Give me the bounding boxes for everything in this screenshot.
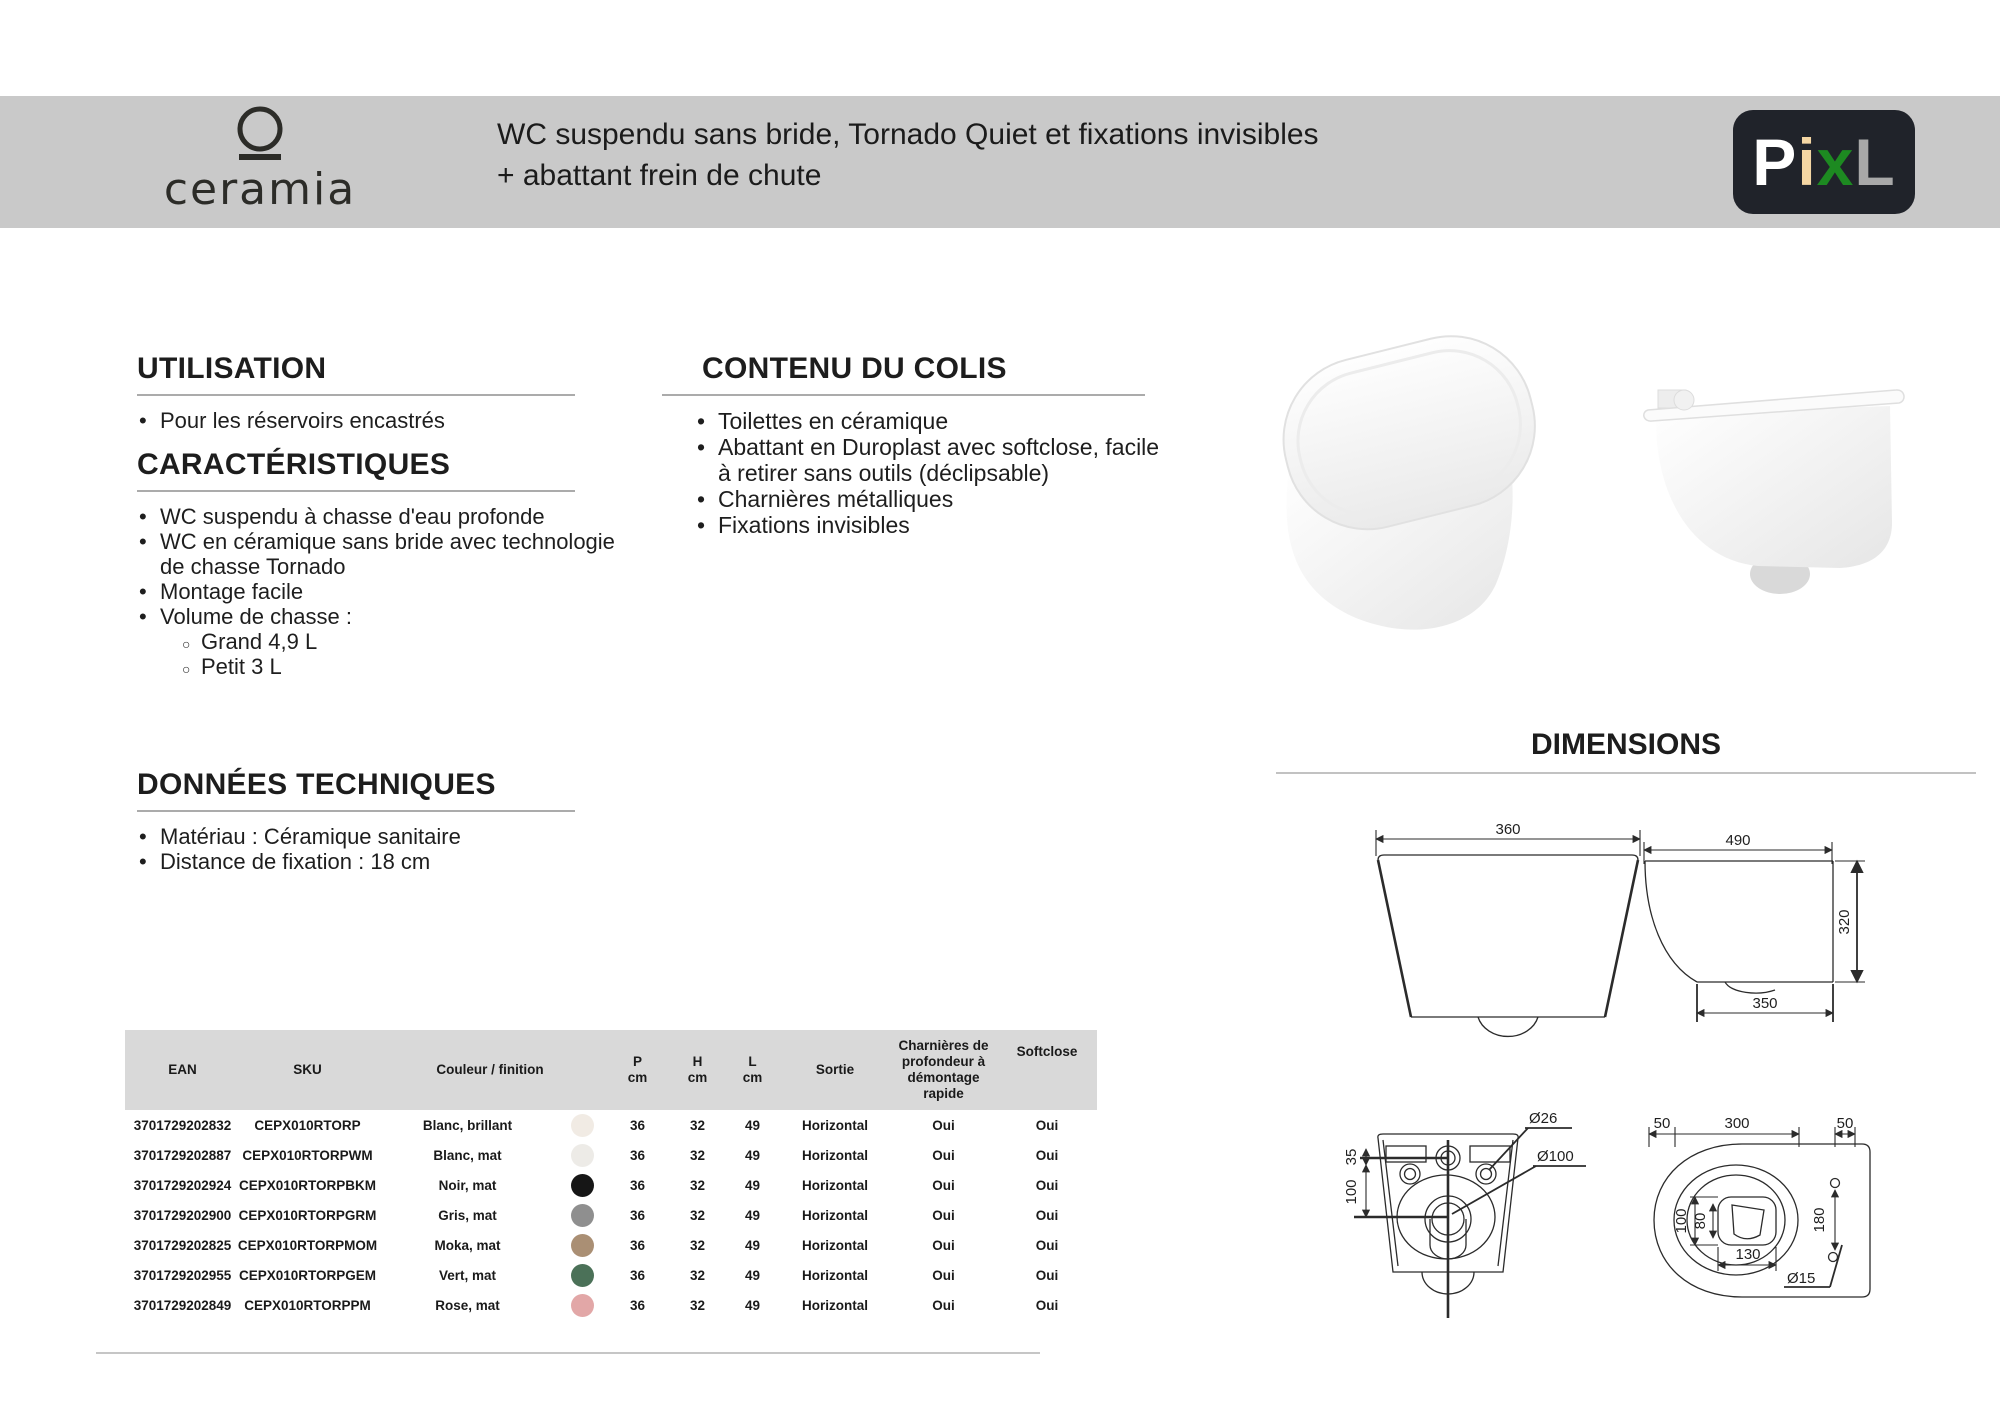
cell-sortie: Horizontal	[802, 1207, 868, 1223]
cell-p: 36	[629, 1237, 646, 1253]
product-photo-front	[1238, 292, 1618, 657]
dim-label: Ø26	[1529, 1110, 1558, 1127]
product-photo-side	[1628, 318, 1968, 633]
section-caracteristiques	[137, 448, 629, 679]
top-view-drawing-icon	[1632, 1087, 1950, 1349]
list-item: • Distance de fixation : 18 cm	[137, 849, 627, 874]
list-item: • WC suspendu à chasse d'eau profonde	[137, 504, 629, 529]
col-header-p-letter: P	[632, 1054, 642, 1069]
table-row	[125, 1200, 1097, 1230]
col-header-sortie: Sortie	[815, 1062, 855, 1077]
col-header-p	[605, 1030, 670, 1110]
color-swatch	[571, 1174, 594, 1197]
cell-color: Rose, mat	[435, 1297, 500, 1313]
footer-divider	[96, 1352, 1040, 1354]
cell-l: 49	[744, 1147, 761, 1163]
cell-softclose: Oui	[1035, 1147, 1059, 1163]
list-item: • Charnières métalliques	[695, 486, 1165, 512]
cell-softclose: Oui	[1035, 1117, 1059, 1133]
cell-p: 36	[629, 1147, 646, 1163]
cell-swatch	[560, 1200, 605, 1230]
cell-h: 32	[689, 1117, 706, 1133]
color-swatch	[571, 1294, 594, 1317]
color-swatch	[571, 1144, 594, 1167]
cell-sku: CEPX010RTORPPM	[244, 1297, 371, 1313]
cell-swatch	[560, 1230, 605, 1260]
cell-sku: CEPX010RTORPGRM	[238, 1207, 377, 1223]
col-header-ean: EAN	[168, 1062, 197, 1077]
dim-label: 50	[1653, 1115, 1671, 1132]
cell-p: 36	[629, 1297, 646, 1313]
col-header-l	[725, 1030, 780, 1110]
cell-ean: 3701729202900	[133, 1207, 232, 1223]
table-row	[125, 1110, 1097, 1140]
dim-label: 490	[1725, 832, 1751, 849]
section-title: CARACTÉRISTIQUES	[137, 448, 451, 481]
bullet-list	[695, 408, 1165, 538]
header-band	[0, 96, 2000, 228]
drawing-front-view	[1358, 818, 1658, 1058]
dim-label: 320	[1836, 909, 1853, 935]
dim-label: Ø15	[1787, 1270, 1816, 1287]
cell-sku: CEPX010RTORPMOM	[237, 1237, 378, 1253]
dim-label: 100	[1673, 1208, 1690, 1234]
section-rule	[137, 394, 575, 396]
dim-label: 35	[1343, 1148, 1360, 1166]
section-utilisation	[137, 352, 627, 433]
color-swatch	[571, 1234, 594, 1257]
color-swatch	[571, 1114, 594, 1137]
cell-sku: CEPX010RTORPWM	[242, 1147, 373, 1163]
cell-softclose: Oui	[1035, 1267, 1059, 1283]
cell-h: 32	[689, 1177, 706, 1193]
col-header-sku: SKU	[293, 1062, 322, 1077]
table-row	[125, 1260, 1097, 1290]
table-header-row	[125, 1030, 1097, 1110]
list-item: • Pour les réservoirs encastrés	[137, 408, 627, 433]
brand-name: ceramia	[163, 164, 357, 215]
list-subitem: ○ Petit 3 L	[137, 654, 629, 679]
section-title: DONNÉES TECHNIQUES	[137, 768, 496, 801]
dim-label: 50	[1836, 1115, 1854, 1132]
table-row	[125, 1230, 1097, 1260]
list-item: • Volume de chasse :	[137, 604, 629, 629]
cell-sortie: Horizontal	[802, 1117, 868, 1133]
cell-sku: CEPX010RTORP	[254, 1117, 361, 1133]
list-item: • Toilettes en céramique	[695, 408, 1165, 434]
pixl-logo	[1733, 110, 1915, 214]
cell-charnieres: Oui	[932, 1177, 955, 1193]
cell-ean: 3701729202955	[133, 1267, 232, 1283]
cell-l: 49	[744, 1237, 761, 1253]
table-row	[125, 1170, 1097, 1200]
toilet-side-photo-icon	[1628, 318, 1968, 628]
pixl-letter-l: L	[1854, 125, 1896, 199]
col-header-p-unit: cm	[627, 1070, 648, 1085]
cell-h: 32	[689, 1207, 706, 1223]
drawing-side-view	[1633, 812, 1978, 1069]
dim-label: 360	[1495, 821, 1521, 838]
list-item: • Fixations invisibles	[695, 512, 1165, 538]
cell-sortie: Horizontal	[802, 1237, 868, 1253]
list-item: • Matériau : Céramique sanitaire	[137, 824, 627, 849]
color-swatch	[571, 1264, 594, 1287]
cell-l: 49	[744, 1207, 761, 1223]
rear-view-drawing-icon	[1332, 1092, 1602, 1347]
section-title: DIMENSIONS	[1530, 728, 1722, 761]
cell-softclose: Oui	[1035, 1207, 1059, 1223]
list-item: • Abattant en Duroplast avec softclose, facile à retirer sans outils (déclipsable)	[695, 434, 1165, 486]
bullet-list	[137, 408, 627, 433]
cell-ean: 3701729202832	[133, 1117, 232, 1133]
cell-charnieres: Oui	[932, 1207, 955, 1223]
cell-color: Noir, mat	[438, 1177, 497, 1193]
cell-softclose: Oui	[1035, 1177, 1059, 1193]
cell-color: Moka, mat	[434, 1237, 501, 1253]
page-title	[497, 114, 1319, 196]
col-header-couleur: Couleur / finition	[436, 1062, 544, 1077]
cell-swatch	[560, 1290, 605, 1320]
front-view-drawing-icon	[1358, 818, 1658, 1053]
pixl-letter-i-char: i	[1797, 125, 1817, 199]
cell-p: 36	[629, 1177, 646, 1193]
cell-sku: CEPX010RTORPBKM	[238, 1177, 377, 1193]
col-header-h	[670, 1030, 725, 1110]
cell-p: 36	[629, 1267, 646, 1283]
cell-sortie: Horizontal	[802, 1177, 868, 1193]
cell-h: 32	[689, 1237, 706, 1253]
cell-h: 32	[689, 1297, 706, 1313]
cell-charnieres: Oui	[932, 1297, 955, 1313]
section-rule	[137, 810, 575, 812]
list-item: • WC en céramique sans bride avec technologie de chasse Tornado	[137, 529, 629, 579]
cell-color: Blanc, mat	[433, 1147, 502, 1163]
cell-sortie: Horizontal	[802, 1267, 868, 1283]
cell-l: 49	[744, 1177, 761, 1193]
cell-p: 36	[629, 1207, 646, 1223]
cell-charnieres: Oui	[932, 1147, 955, 1163]
cell-charnieres: Oui	[932, 1237, 955, 1253]
col-header-h-unit: cm	[687, 1070, 708, 1085]
cell-swatch	[560, 1170, 605, 1200]
cell-sortie: Horizontal	[802, 1297, 868, 1313]
section-title: UTILISATION	[137, 352, 327, 385]
toilet-front-photo-icon	[1238, 292, 1618, 652]
cell-color: Blanc, brillant	[422, 1117, 513, 1133]
section-title: CONTENU DU COLIS	[702, 352, 1007, 385]
pixl-letter-i	[1797, 125, 1817, 199]
cell-color: Vert, mat	[438, 1267, 497, 1283]
cell-color: Gris, mat	[438, 1207, 497, 1223]
bullet-list	[137, 504, 629, 679]
section-contenu-du-colis	[662, 352, 1174, 538]
cell-h: 32	[689, 1267, 706, 1283]
cell-h: 32	[689, 1147, 706, 1163]
ceramia-logo-icon	[228, 102, 292, 166]
dimensions-header	[1276, 728, 1976, 774]
section-donnees-techniques	[137, 768, 627, 874]
cell-l: 49	[744, 1117, 761, 1133]
drawing-top-view	[1632, 1087, 1950, 1354]
cell-charnieres: Oui	[932, 1267, 955, 1283]
cell-softclose: Oui	[1035, 1237, 1059, 1253]
drawing-rear-view	[1332, 1092, 1602, 1352]
col-header-h-letter: H	[692, 1054, 703, 1069]
list-subitem: ○ Grand 4,9 L	[137, 629, 629, 654]
cell-l: 49	[744, 1267, 761, 1283]
side-view-drawing-icon	[1633, 812, 1978, 1064]
cell-swatch	[560, 1110, 605, 1140]
cell-ean: 3701729202825	[133, 1237, 232, 1253]
cell-sortie: Horizontal	[802, 1147, 868, 1163]
cell-ean: 3701729202849	[133, 1297, 232, 1313]
cell-ean: 3701729202887	[133, 1147, 232, 1163]
dim-label: 300	[1724, 1115, 1750, 1132]
dim-label: Ø100	[1537, 1148, 1574, 1165]
section-rule	[137, 490, 575, 492]
cell-softclose: Oui	[1035, 1297, 1059, 1313]
brand-logo	[150, 102, 370, 215]
cell-p: 36	[629, 1117, 646, 1133]
cell-l: 49	[744, 1297, 761, 1313]
list-item: • Montage facile	[137, 579, 629, 604]
title-line1: WC suspendu sans bride, Tornado Quiet et fixations invisibles	[497, 118, 1319, 151]
dim-label: 350	[1752, 995, 1778, 1012]
section-rule	[1276, 772, 1976, 774]
cell-charnieres: Oui	[932, 1117, 955, 1133]
cell-swatch	[560, 1260, 605, 1290]
title-line2: + abattant frein de chute	[497, 159, 822, 192]
color-swatch	[571, 1204, 594, 1227]
col-header-l-letter: L	[748, 1054, 757, 1069]
dim-label: 130	[1735, 1246, 1761, 1263]
dim-label: 180	[1811, 1207, 1828, 1233]
spec-table	[125, 1030, 1097, 1320]
col-header-charnieres: Charnières de profondeur à démontage rapide	[898, 1038, 989, 1101]
section-rule	[662, 394, 1145, 396]
cell-swatch	[560, 1140, 605, 1170]
col-header-l-unit: cm	[742, 1070, 763, 1085]
pixl-letter-p: P	[1752, 125, 1798, 199]
bullet-list	[137, 824, 627, 874]
dim-label: 80	[1692, 1212, 1709, 1230]
pixl-letter-x: x	[1816, 125, 1855, 199]
table-row	[125, 1140, 1097, 1170]
table-row	[125, 1290, 1097, 1320]
col-header-softclose: Softclose	[1016, 1044, 1078, 1059]
cell-sku: CEPX010RTORPGEM	[238, 1267, 377, 1283]
cell-ean: 3701729202924	[133, 1177, 232, 1193]
dim-label: 100	[1343, 1179, 1360, 1205]
